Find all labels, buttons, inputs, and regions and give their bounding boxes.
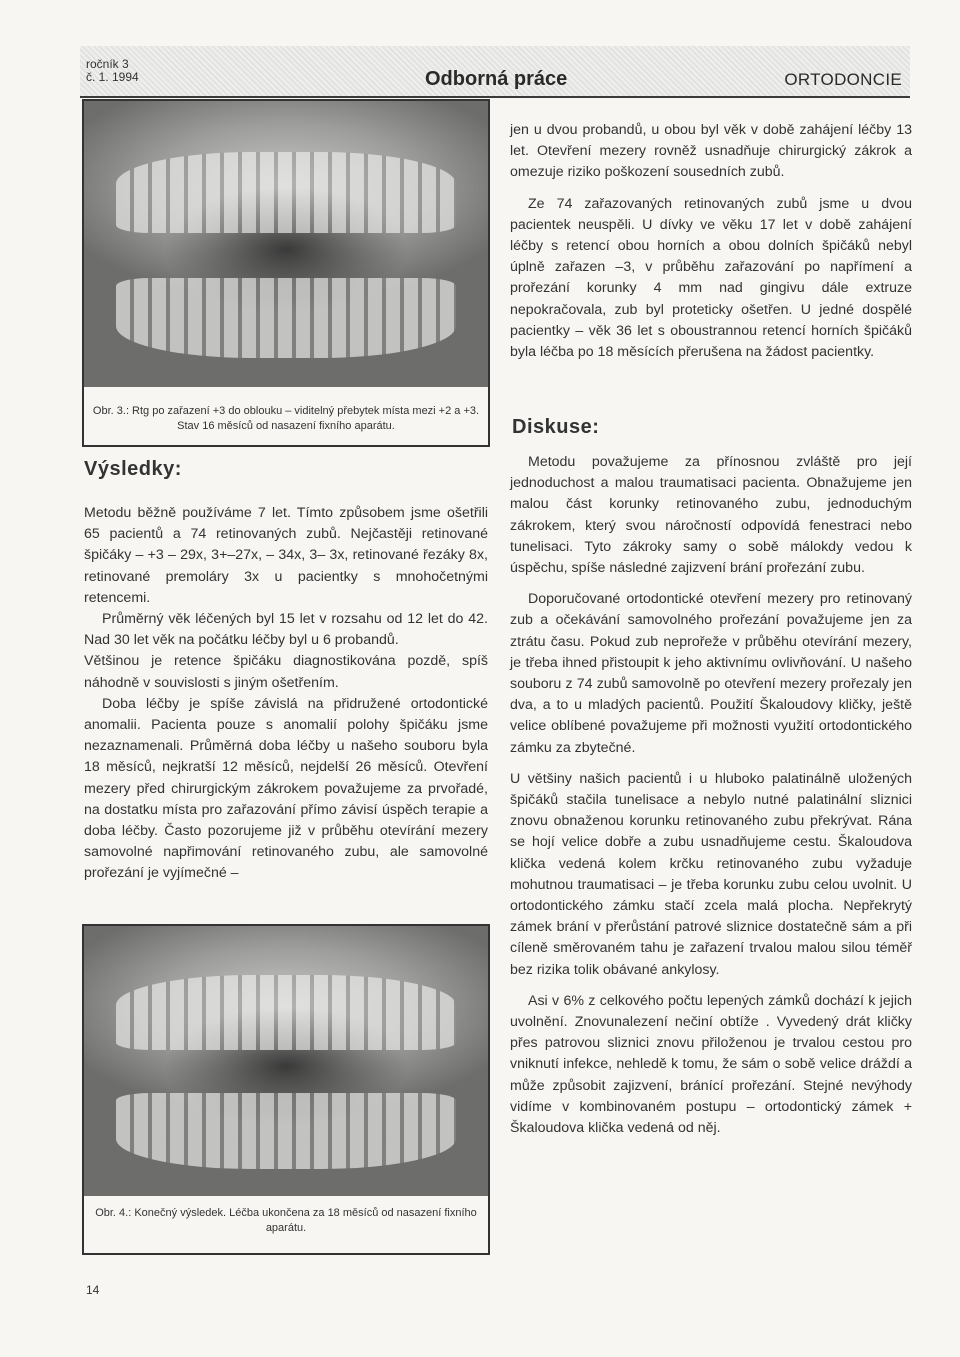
xray-image [84,926,488,1196]
issue-info [86,58,139,84]
lower-teeth-shape [116,278,455,358]
paragraph: U většiny našich pacientů i u hluboko palatinálně uložených špičáků stačila tunelisace a nebylo nutné palatinální sliznici znovu obnaženou korunku retinovaného zubu překrývat. Rána se hojí velice dobře a zubu usnadňujeme cestu. Škaloudova klička vedená kolem krčku retinovaného zubu vyžaduje mohutnou traumatisaci – je třeba korunku zubu celou uvolnit. U ortodontického zámku stačí zcela malá plocha. Nepřekrytý zámek brání v přerůstání patrové sliznice dostatečně sám a při cíleně směrovaném tahu je zařazení trvalou malou silou téměř bez rizika tolik obávané ankylosy. [510,770,912,978]
figure-caption: Obr. 4.: Konečný výsledek. Léčba ukončena za 18 měsíců od nasazení fixního aparátu. [95,1207,477,1234]
discussion-text [510,452,912,1149]
paragraph: Asi v 6% z celkového počtu lepených zámků dochází k jejich uvolnění. Znovunalezení nečiní obtíže . Vyvedený drát kličky přes patrovou sliznici znovu přiloženou je trvalou cestou pro vniknutí infekce, nehledě k tomu, že sám o sobě velice dráždí a může způsobit zajizvení, bránící prořezání. Stejné nevýhody vidíme v kombinovaném postupu – ortodontický zámek + Škaloudova klička vedená od něj. [510,992,912,1137]
xray-image [84,101,488,387]
upper-teeth-shape [116,975,455,1051]
figure-3 [82,99,490,447]
issue-volume: ročník 3 [86,57,129,71]
figure-caption: Obr. 3.: Rtg po zařazení +3 do oblouku – viditelný přebytek místa mezi +2 a +3. Stav 16 měsíců od nasazení fixního aparátu. [92,405,480,432]
paragraph: Většinou je retence špičáku diagnostikována pozdě, spíš náhodně v souvislosti s jiným ošetřením. [84,653,488,691]
paragraph: Metodu považujeme za přínosnou zvláště pro její jednoduchost a malou traumatisaci pacienta. Obnažujeme jen malou část korunky retinovaného zubu, jednoduchým zákrokem, který svou náročností odpovídá fenestraci nebo tunelisaci. Tyto zákroky samy o sobě málokdy vedou k úspěchu, spíše následné zajizvení brání prořezání zubu. [510,454,912,577]
header-title: Odborná práce [425,68,568,90]
results-heading: Výsledky: [84,458,182,480]
page-header [80,46,910,98]
figure-4 [82,924,490,1255]
upper-teeth-shape [116,152,455,232]
paragraph: Průměrný věk léčených byl 15 let v rozsahu od 12 let do 42. Nad 30 let věk na počátku léčby byl u 6 probandů. [84,611,488,649]
lower-teeth-shape [116,1093,455,1169]
paragraph: jen u dvou probandů, u obou byl věk v době zahájení léčby 13 let. Otevření mezery rovněž usnadňuje chirurgický zákrok a omezuje riziko poškození sousedních zubů. [510,122,912,181]
results-text [84,503,488,885]
discussion-heading: Diskuse: [512,416,600,438]
issue-number: č. 1. 1994 [86,70,139,84]
page-number: 14 [86,1283,100,1297]
paragraph: Metodu běžně používáme 7 let. Tímto způsobem jsme ošetřili 65 pacientů a 74 retinovaných zubů. Nejčastěji retinované špičáky – +3 – 29x, 3+–27x, – 34x, 3– 3x, retinované řezáky 8x, retinované premoláry 3x u pacientky s mnohočetnými retencemi. [84,505,488,606]
paragraph: Doporučované ortodontické otevření mezery pro retinovaný zub a očekávání samovolného prořezání považujeme jen za ztrátu času. Pokud zub neprořeže v průběhu otevírání mezery, je třeba ihned přistoupit k jeho aktivnímu ovlivňování. U našeho souboru z 74 zubů samovolně po otevření mezery prořezaly jen dva, a to u mladých pacientů. Použití Škaloudovy kličky, ještě velice oblíbené považujeme při možnosti využití ortodontického zámku za zbytečné. [510,591,912,756]
header-section: ORTODONCIE [784,70,902,89]
continuation-text [510,120,912,373]
paragraph: Ze 74 zařazovaných retinovaných zubů jsme u dvou pacientek neuspěli. U dívky ve věku 17 let v době zahájení léčby s retencí obou horních a obou dolních špičáků nebyl úplně zařazen –3, v průběhu zařazování po napřímení a prořezání korunky 4 mm nad gingivu dále extruze nepokračovala, zub byl proteticky ošetřen. U jedné dospělé pacientky – věk 36 let s oboustrannou retencí horních špičáků byla léčba po 18 měsících přerušena na žádost pacientky. [510,195,912,361]
paragraph: Doba léčby je spíše závislá na přidružené ortodontické anomalii. Pacienta pouze s anomalií polohy špičáku jsme nezaznamenali. Průměrná doba léčby u našeho souboru byla 18 měsíců, nejkratší 12 měsíců, nejdelší 26 měsíců. Otevření mezery před chirurgickým zákrokem považujeme za prvořadé, na dostatku místa pro zařazování přímo závisí úspěch terapie a doba léčby. Často pozorujeme již v průběhu otevírání mezery samovolné napřimování retinovaného zubu, ale samovolné prořezání je vyjímečné – [84,695,488,882]
